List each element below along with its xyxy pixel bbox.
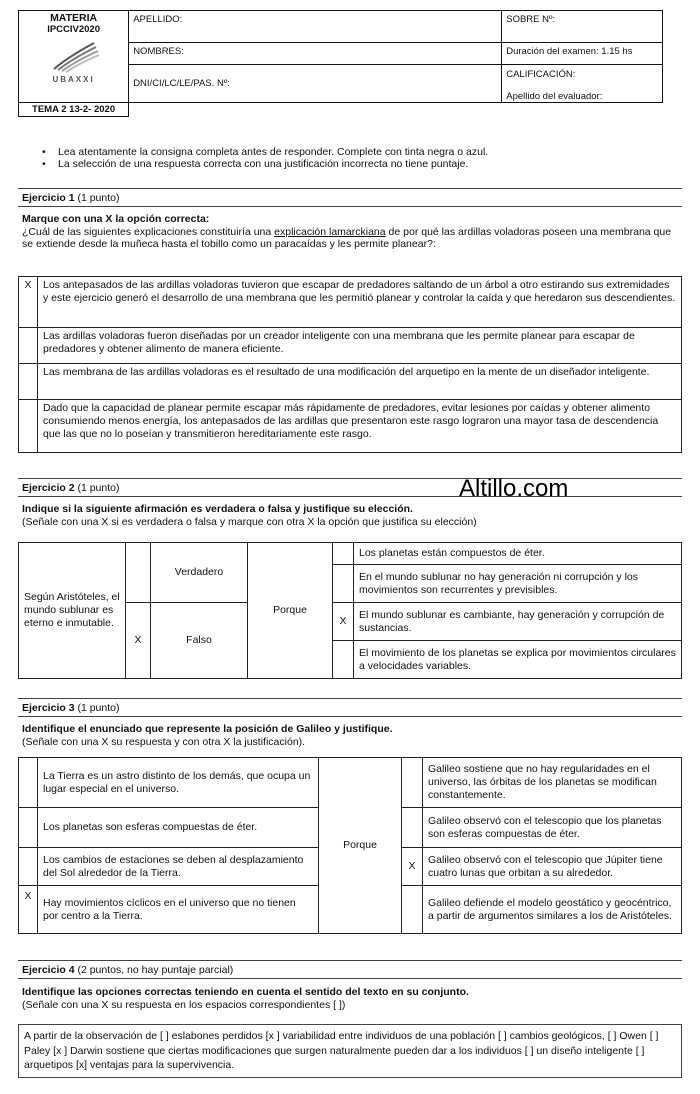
altillo-watermark: Altillo.com bbox=[459, 475, 569, 502]
ex3-note: (Señale con una X su respuesta y con otra X la justificación). bbox=[22, 735, 306, 748]
ex2-reason-mark[interactable] bbox=[333, 565, 354, 603]
ex3-statement-mark[interactable] bbox=[19, 848, 38, 886]
ex1-option-row[interactable] bbox=[19, 277, 682, 328]
duracion-field: Duración del examen: 1.15 hs bbox=[502, 43, 663, 65]
ex2-statement: Según Aristóteles, el mundo sublunar es eterno e inmutable. bbox=[19, 543, 126, 679]
ex3-statement-mark[interactable]: X bbox=[19, 886, 38, 934]
ex1-option-mark[interactable] bbox=[19, 364, 38, 400]
ex3-reason-text: Galileo observó con el telescopio que los planetas son esferas compuestas de éter. bbox=[423, 808, 682, 848]
ex3-reason-text: Galileo sostiene que no hay regularidades en el universo, las órbitas de los planetas se modifican constantemente. bbox=[423, 758, 682, 808]
ex2-reason-mark[interactable]: X bbox=[333, 603, 354, 641]
materia-label: MATERIA bbox=[50, 12, 98, 24]
ex3-reason-mark[interactable]: X bbox=[402, 848, 423, 886]
ex2-instruction-block bbox=[22, 503, 682, 528]
apellido-field[interactable]: APELLIDO: bbox=[129, 11, 502, 43]
ex2-reason-mark[interactable] bbox=[333, 641, 354, 679]
ex3-instruction-block bbox=[22, 723, 682, 748]
ex2-reason-text: El movimiento de los planetas se explica por movimientos circulares a velocidades variables. bbox=[354, 641, 682, 679]
ex3-instruction: Identifique el enunciado que represente la posición de Galileo y justifique. bbox=[22, 723, 393, 735]
ex2-points: (1 punto) bbox=[74, 482, 120, 494]
ex2-true-mark[interactable] bbox=[126, 543, 151, 603]
ex3-reason-mark[interactable] bbox=[402, 808, 423, 848]
ex3-reason-mark[interactable] bbox=[402, 886, 423, 934]
ex2-false-label: Falso bbox=[151, 603, 248, 679]
sobre-field[interactable]: SOBRE Nº: bbox=[502, 11, 663, 43]
ex3-reason-mark[interactable] bbox=[402, 758, 423, 808]
ex3-reason-text: Galileo defiende el modelo geostático y geocéntrico, a partir de argumentos similares a los de Aristóteles. bbox=[423, 886, 682, 934]
evaluador-field[interactable]: Apellido del evaluador: bbox=[506, 91, 603, 102]
tema-label: TEMA 2 13-2- 2020 bbox=[19, 103, 129, 117]
ex1-title bbox=[18, 188, 682, 207]
instruction-item: • Lea atentamente la consigna completa antes de responder. Complete con tinta negra o azul. bbox=[38, 146, 488, 158]
ex4-points: (2 puntos, no hay puntaje parcial) bbox=[74, 964, 234, 976]
ex1-instruction: Marque con una X la opción correcta: bbox=[22, 213, 210, 225]
dni-field[interactable]: DNI/CI/LC/LE/PAS. Nº: bbox=[129, 65, 502, 103]
calificacion-field[interactable]: CALIFICACIÓN: bbox=[506, 69, 576, 80]
ex1-option-text: Los antepasados de las ardillas voladoras tuvieron que escapar de predadores saltando de un árbol a otro estirando sus extremidades y este ejercicio generó el desarrollo de una membrana que les permitió planear y controlar la caída y que heredaron sus descendientes. bbox=[38, 277, 682, 328]
ex2-table bbox=[18, 542, 682, 679]
ex3-statement-mark[interactable] bbox=[19, 758, 38, 808]
exam-header bbox=[18, 10, 663, 117]
ex4-title-text: Ejercicio 4 bbox=[22, 964, 75, 976]
ex2-title-text: Ejercicio 2 bbox=[22, 482, 75, 494]
ex1-option-mark[interactable] bbox=[19, 328, 38, 364]
ex1-question: ¿Cuál de las siguientes explicaciones constituiría una explicación lamarckiana de por qué las ardillas voladoras poseen una membrana que se extiende desde la muñeca hasta el tobillo como un paracaídas y les permite planear?: bbox=[22, 225, 672, 250]
ex2-reason-text: En el mundo sublunar no hay generación ni corrupción y los movimientos son recurrentes y previsibles. bbox=[354, 565, 682, 603]
ex3-points: (1 punto) bbox=[74, 702, 120, 714]
ex1-option-mark[interactable] bbox=[19, 400, 38, 453]
ex2-reason-text: Los planetas están compuestos de éter. bbox=[354, 543, 682, 565]
ex3-statement-text: Hay movimientos cíclicos en el universo que no tienen por centro a la Tierra. bbox=[38, 886, 319, 934]
ex4-title bbox=[18, 960, 682, 979]
ex1-instruction-block bbox=[22, 213, 682, 251]
ex4-note: (Señale con una X su respuesta en los espacios correspondientes [ ]) bbox=[22, 998, 346, 1011]
ex2-reason-mark[interactable] bbox=[333, 543, 354, 565]
ex1-option-text: Dado que la capacidad de planear permite escapar más rápidamente de predadores, evitar lesiones por caídas y obtener alimento consumiendo menos energía, los antepasados de las ardillas que presentaron este rasgo lograron una mayor tasa de descendencia que las que no lo poseían y transmitieron hereditariamente este rasgo. bbox=[38, 400, 682, 453]
nombres-field[interactable]: NOMBRES: bbox=[129, 43, 502, 65]
ex3-statement-text: Los planetas son esferas compuestas de éter. bbox=[38, 808, 319, 848]
ex1-option-text: Las membrana de las ardillas voladoras es el resultado de una modificación del arquetipo en la mente de un diseñador inteligente. bbox=[38, 364, 682, 400]
ex3-title bbox=[18, 698, 682, 717]
ex3-statement-mark[interactable] bbox=[19, 808, 38, 848]
ex1-option-text: Las ardillas voladoras fueron diseñadas por un creador inteligente con una membrana que les permite planear para escapar de predadores y obtener alimento de manera eficiente. bbox=[38, 328, 682, 364]
ex3-porque: Porque bbox=[319, 758, 402, 934]
ex1-option-row[interactable] bbox=[19, 400, 682, 453]
ex2-title bbox=[18, 478, 682, 497]
ex4-instruction-block bbox=[22, 986, 682, 1011]
instructions-list bbox=[38, 146, 488, 170]
ex1-option-mark[interactable]: X bbox=[19, 277, 38, 328]
ex1-option-row[interactable] bbox=[19, 364, 682, 400]
ex2-true-label: Verdadero bbox=[151, 543, 248, 603]
ex3-title-text: Ejercicio 3 bbox=[22, 702, 75, 714]
ex3-table bbox=[18, 757, 682, 934]
ex3-reason-text: Galileo observó con el telescopio que Júpiter tiene cuatro lunas que orbitan a su alrededor. bbox=[423, 848, 682, 886]
ex2-false-mark[interactable]: X bbox=[126, 603, 151, 679]
ex1-option-row[interactable] bbox=[19, 328, 682, 364]
ex2-instruction: Indique si la siguiente afirmación es verdadera o falsa y justifique su elección. bbox=[22, 503, 413, 515]
ubaxxi-logo-icon bbox=[46, 39, 102, 73]
ex4-instruction: Identifique las opciones correctas teniendo en cuenta el sentido del texto en su conjunto. bbox=[22, 986, 469, 998]
ex1-options-table bbox=[18, 276, 682, 453]
ex3-statement-text: La Tierra es un astro distinto de los demás, que ocupa un lugar especial en el universo. bbox=[38, 758, 319, 808]
ex4-passage[interactable]: A partir de la observación de [ ] eslabones perdidos [x ] variabilidad entre individuos de una población [ ] cambios geológicos, [ ] Owen [ ] Paley [x ] Darwin sostiene que ciertas modificaciones que surgen naturalmente pueden dar a los individuos [ ] un diseño inteligente [ ] arquetipos [x] ventajas para la supervivencia. bbox=[18, 1024, 682, 1078]
ex1-title-text: Ejercicio 1 bbox=[22, 192, 75, 204]
calificacion-cell bbox=[502, 65, 663, 103]
logo-text: UBAXXI bbox=[52, 75, 95, 84]
ex1-points: (1 punto) bbox=[74, 192, 120, 204]
ex2-porque: Porque bbox=[248, 543, 333, 679]
ex2-note: (Señale con una X si es verdadera o falsa y marque con otra X la opción que justifica su elección) bbox=[22, 515, 477, 528]
instruction-item: • La selección de una respuesta correcta con una justificación incorrecta no tiene puntaje. bbox=[38, 158, 488, 170]
ex2-reason-text: El mundo sublunar es cambiante, hay generación y corrupción de sustancias. bbox=[354, 603, 682, 641]
materia-code: IPCCIV2020 bbox=[47, 24, 100, 35]
materia-cell bbox=[19, 11, 129, 103]
ex3-statement-text: Los cambios de estaciones se deben al desplazamiento del Sol alrededor de la Tierra. bbox=[38, 848, 319, 886]
